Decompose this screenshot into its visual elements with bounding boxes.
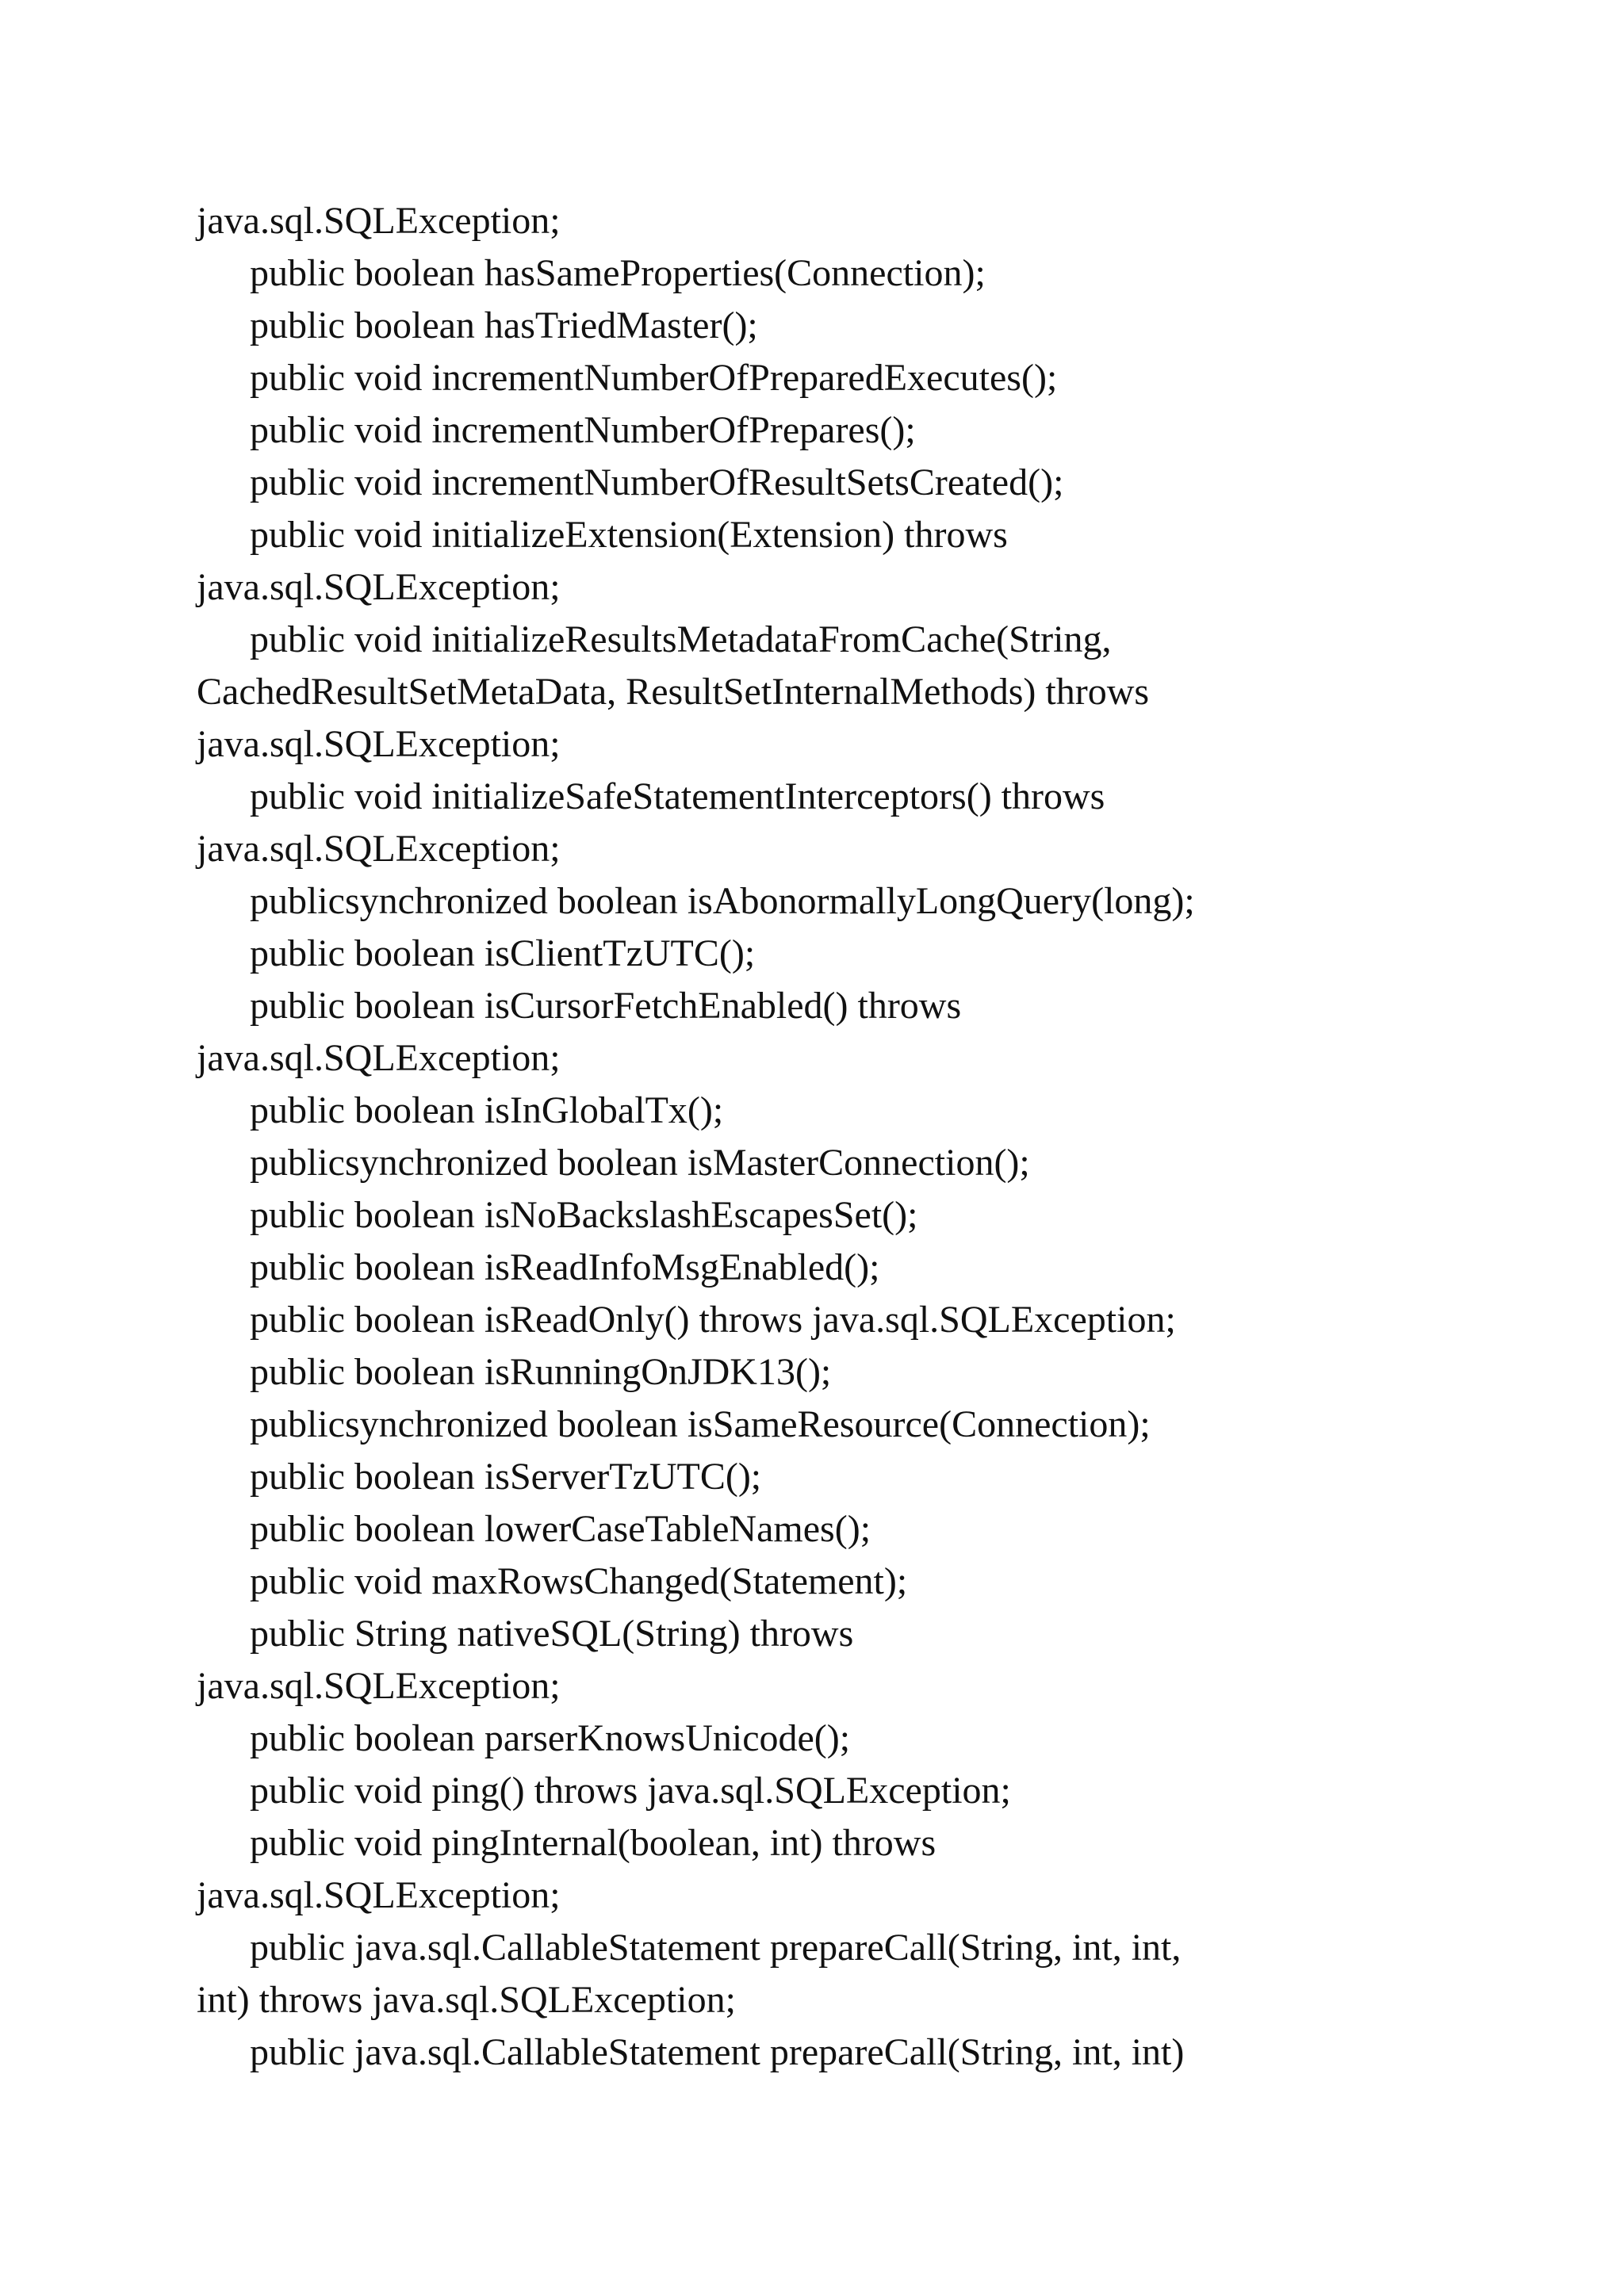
code-line: public void pingInternal(boolean, int) throws (250, 1822, 936, 1864)
code-line: public boolean parserKnowsUnicode(); (250, 1717, 851, 1759)
code-line: java.sql.SQLException; (197, 200, 561, 242)
code-line: public void incrementNumberOfResultSetsCreated(); (250, 461, 1064, 503)
code-line: int) throws java.sql.SQLException; (197, 1979, 736, 2021)
code-line: public boolean hasTriedMaster(); (250, 304, 758, 346)
code-line: public java.sql.CallableStatement prepareCall(String, int, int) (250, 2031, 1185, 2073)
code-line: java.sql.SQLException; (197, 723, 561, 765)
code-line: public boolean isClientTzUTC(); (250, 932, 756, 974)
code-line: public java.sql.CallableStatement prepareCall(String, int, int, (250, 1927, 1182, 1969)
code-line: public String nativeSQL(String) throws (250, 1613, 854, 1655)
code-line: publicsynchronized boolean isAbonormallyLongQuery(long); (250, 880, 1195, 922)
code-line: publicsynchronized boolean isSameResource(Connection); (250, 1403, 1151, 1445)
code-line: public void initializeSafeStatementInterceptors() throws (250, 775, 1105, 817)
code-line: CachedResultSetMetaData, ResultSetInternalMethods) throws (197, 671, 1150, 713)
code-line: java.sql.SQLException; (197, 1874, 561, 1916)
code-line: public boolean isCursorFetchEnabled() throws (250, 985, 962, 1027)
code-line: public void maxRowsChanged(Statement); (250, 1560, 908, 1602)
code-line: java.sql.SQLException; (197, 828, 561, 870)
code-line: public boolean isReadOnly() throws java.sql.SQLException; (250, 1299, 1176, 1341)
code-line: public void incrementNumberOfPrepares(); (250, 409, 916, 451)
code-line: java.sql.SQLException; (197, 566, 561, 608)
code-line: public void initializeExtension(Extension) throws (250, 514, 1008, 556)
code-line: public void ping() throws java.sql.SQLException; (250, 1770, 1011, 1812)
code-line: public boolean isRunningOnJDK13(); (250, 1351, 832, 1393)
code-line: public void initializeResultsMetadataFromCache(String, (250, 618, 1112, 660)
code-line: java.sql.SQLException; (197, 1665, 561, 1707)
code-line: publicsynchronized boolean isMasterConnection(); (250, 1142, 1030, 1184)
code-listing (197, 195, 1481, 2079)
code-line: public boolean isReadInfoMsgEnabled(); (250, 1246, 880, 1288)
code-line: public boolean isInGlobalTx(); (250, 1089, 724, 1131)
code-line: public void incrementNumberOfPreparedExecutes(); (250, 357, 1058, 399)
code-line: public boolean hasSameProperties(Connection); (250, 252, 986, 294)
code-line: public boolean lowerCaseTableNames(); (250, 1508, 871, 1550)
code-line: public boolean isNoBackslashEscapesSet(); (250, 1194, 918, 1236)
code-line: public boolean isServerTzUTC(); (250, 1456, 762, 1498)
code-line: java.sql.SQLException; (197, 1037, 561, 1079)
